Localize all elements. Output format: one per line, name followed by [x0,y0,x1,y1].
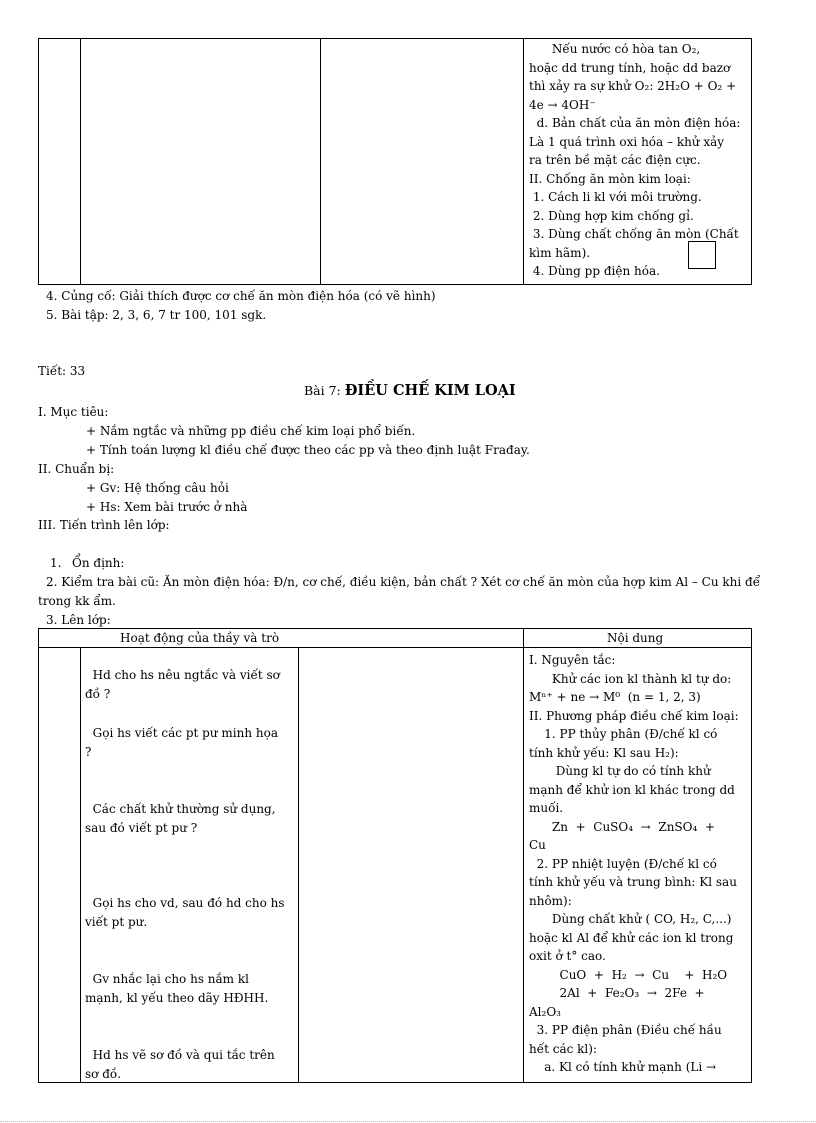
activity-line: mạnh, kl yếu theo dãy HĐHH. [85,990,269,1005]
content-line: tính khử yếu: Kl sau H₂): [529,745,679,760]
activity-line: viết pt pư. [85,914,148,929]
activity-line: đồ ? [85,686,111,701]
content-line: Nếu nước có hòa tan O₂, [529,42,701,56]
content-line: 4e → 4OH⁻ [529,97,596,112]
content-line: Dùng chất khử ( CO, H₂, C,...) [529,912,732,926]
header-content: Nội dung [607,631,664,645]
on-dinh-label: Ổn định: [72,556,125,570]
top-table-content [529,40,751,281]
lesson-title-prefix: Bài 7: [304,383,345,398]
content-line: 1. PP thủy phân (Đ/chế kl có [529,727,718,741]
content-line: hoặc kl Al để khử các ion kl trong [529,930,734,945]
activity-line: Các chất khử thường sử dụng, [85,802,276,816]
content-line: 4. Dùng pp điện hóa. [529,264,660,278]
content-line: I. Nguyên tắc: [529,653,616,667]
content-line: thì xảy ra sự khử O₂: 2H₂O + O₂ + [529,79,737,93]
preparation-heading: II. Chuẩn bị: [38,462,115,476]
main-table-content [529,651,751,1077]
content-line: Al₂O₃ [529,1004,561,1019]
content-line: Mⁿ⁺ + ne → M⁰ (n = 1, 2, 3) [529,690,701,704]
kiem-tra-line: 2. Kiểm tra bài cũ: Ăn mòn điện hóa: Đ/n, cơ chế, điều kiện, bản chất ? Xét cơ chế ăn mòn của hợp kim Al – Cu khi để [46,575,761,589]
objective-item: + Nắm ngtắc và những pp điều chế kim loại phổ biến. [86,424,416,438]
preparation-item: + Hs: Xem bài trước ở nhà [86,500,248,514]
content-line: 2. Dùng hợp kim chống gỉ. [529,208,694,223]
objectives-heading: I. Mục tiêu: [38,405,109,419]
content-line: kìm hãm). [529,245,591,260]
activity-line: ? [85,744,92,759]
kiem-tra-line-2: trong kk ẩm. [38,594,116,608]
content-line: muối. [529,801,564,815]
content-line: oxit ở t° cao. [529,949,606,963]
content-line: mạnh để khử ion kl khác trong dd [529,782,735,797]
content-line: 2Al + Fe₂O₃ → 2Fe + [529,986,705,1000]
content-line: CuO + H₂ → Cu + H₂O [529,967,728,982]
activity-item [85,800,276,837]
page-bottom-divider [0,1121,816,1122]
activity-item [85,894,285,931]
activity-line: Hd cho hs nêu ngtắc và viết sơ [85,668,280,682]
empty-square-box [688,241,716,269]
content-line: II. Chống ăn mòn kim loại: [529,171,691,186]
lesson-title [304,382,516,401]
content-line: Là 1 quá trình oxi hóa – khử xảy [529,134,725,149]
activity-item [85,1046,275,1083]
procedure-heading: III. Tiến trình lên lớp: [38,518,170,532]
objective-item: + Tính toán lượng kl điều chế được theo các pp và theo định luật Frađay. [86,443,530,457]
lesson-title-main: ĐIỀU CHẾ KIM LOẠI [344,382,516,399]
content-line: 3. PP điện phân (Điều chế hầu [529,1023,722,1037]
activity-line: Gọi hs cho vd, sau đó hd cho hs [85,896,285,910]
bai-tap-line: 5. Bài tập: 2, 3, 6, 7 tr 100, 101 sgk. [46,308,267,322]
content-line: nhôm): [529,893,572,908]
cung-co-line: 4. Củng cố: Giải thích được cơ chế ăn mòn điện hóa (có vẽ hình) [46,289,436,303]
content-line: tính khử yếu và trung bình: Kl sau [529,875,737,889]
content-line: 1. Cách li kl với môi trường. [529,190,702,204]
activity-item [85,666,280,703]
content-line: d. Bản chất của ăn mòn điện hóa: [529,116,741,130]
content-line: Khử các ion kl thành kl tự do: [529,671,732,686]
content-line: 3. Dùng chất chống ăn mòn (Chất [529,227,739,241]
activity-line: Hd hs vẽ sơ đồ và qui tắc trên [85,1048,275,1062]
activity-line: Gv nhắc lại cho hs nắm kl [85,972,249,986]
content-line: ra trên bề mặt các điện cực. [529,153,701,167]
activity-item [85,724,278,761]
activity-line: Gọi hs viết các pt pư minh họa [85,726,278,740]
activity-line: sơ đồ. [85,1066,122,1081]
activity-item [85,970,268,1007]
content-line: 2. PP nhiệt luyện (Đ/chế kl có [529,856,717,871]
content-line: Dùng kl tự do có tính khử [529,764,711,778]
content-line: a. Kl có tính khử mạnh (Li → [529,1060,717,1074]
header-activity: Hoạt động của thầy và trò [120,631,280,645]
activity-line: sau đó viết pt pư ? [85,820,198,835]
on-dinh-number: 1. [50,556,62,570]
len-lop-label: 3. Lên lớp: [46,613,111,627]
content-line: hết các kl): [529,1041,597,1056]
lesson-period: Tiết: 33 [38,364,86,378]
content-line: Zn + CuSO₄ → ZnSO₄ + [529,819,715,834]
content-line: II. Phương pháp điều chế kim loại: [529,708,739,723]
preparation-item: + Gv: Hệ thống câu hỏi [86,481,229,495]
content-line: Cu [529,838,546,852]
content-line: hoặc dd trung tính, hoặc dd bazơ [529,60,731,75]
